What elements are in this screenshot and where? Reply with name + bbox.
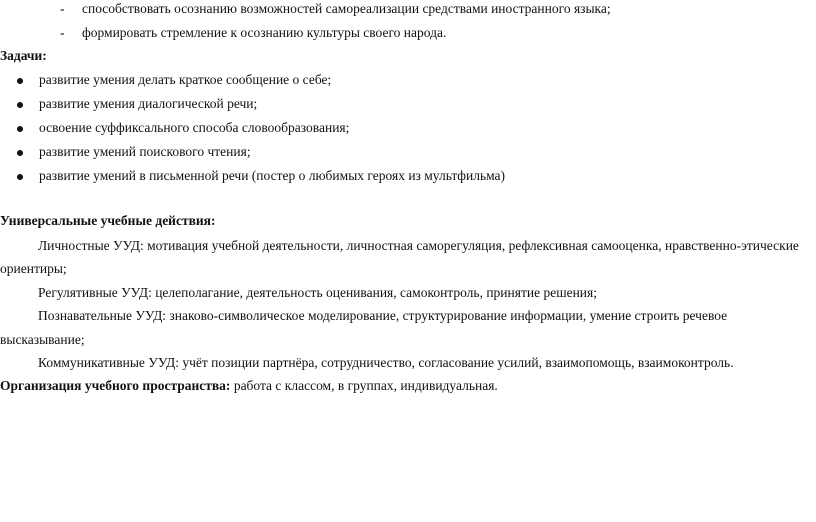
- task-item: [17, 168, 617, 184]
- uud-personal-line1: Личностные УУД: мотивация учебной деятельности, личностная саморегуляция, рефлексивная самооценка, нравственно-этические: [38, 238, 799, 253]
- tasks-heading: Задачи:: [0, 48, 47, 63]
- bullet-icon: [17, 126, 23, 132]
- bullet-icon: [17, 150, 23, 156]
- uud-cognitive-line2: высказывание;: [0, 332, 85, 347]
- organization-value: работа с классом, в группах, индивидуальная.: [230, 378, 498, 393]
- task-text: развитие умений в письменной речи (постер о любимых героях из мультфильма): [39, 168, 506, 183]
- organization-line: [0, 378, 498, 394]
- goal-text: способствовать осознанию возможностей самореализации средствами иностранного языка;: [82, 1, 611, 16]
- goal-text: формировать стремление к осознанию культуры своего народа.: [82, 25, 447, 40]
- uud-regulative: Регулятивные УУД: целеполагание, деятельность оценивания, самоконтроль, принятие решения;: [38, 285, 597, 300]
- task-item: [17, 120, 617, 136]
- goal-item: [60, 1, 660, 17]
- uud-cognitive-line1: Познавательные УУД: знаково-символическое моделирование, структурирование информации, умение строить речевое: [38, 308, 728, 323]
- uud-personal-line2: ориентиры;: [0, 261, 67, 276]
- task-item: [17, 96, 617, 112]
- task-item: [17, 144, 617, 160]
- task-text: освоение суффиксального способа словообразования;: [39, 120, 350, 135]
- task-text: развитие умения диалогической речи;: [39, 96, 258, 111]
- bullet-icon: [17, 174, 23, 180]
- goal-item: [60, 25, 660, 41]
- dash-marker: -: [60, 25, 65, 40]
- task-text: развитие умения делать краткое сообщение о себе;: [39, 72, 332, 87]
- bullet-icon: [17, 102, 23, 108]
- task-text: развитие умений поискового чтения;: [39, 144, 251, 159]
- uud-communicative: Коммуникативные УУД: учёт позиции партнёра, сотрудничество, согласование усилий, взаимопомощь, взаимоконтроль.: [38, 355, 734, 370]
- bullet-icon: [17, 78, 23, 84]
- dash-marker: -: [60, 1, 65, 16]
- organization-label: Организация учебного пространства:: [0, 378, 231, 393]
- task-item: [17, 72, 617, 88]
- uud-heading: Универсальные учебные действия:: [0, 213, 216, 228]
